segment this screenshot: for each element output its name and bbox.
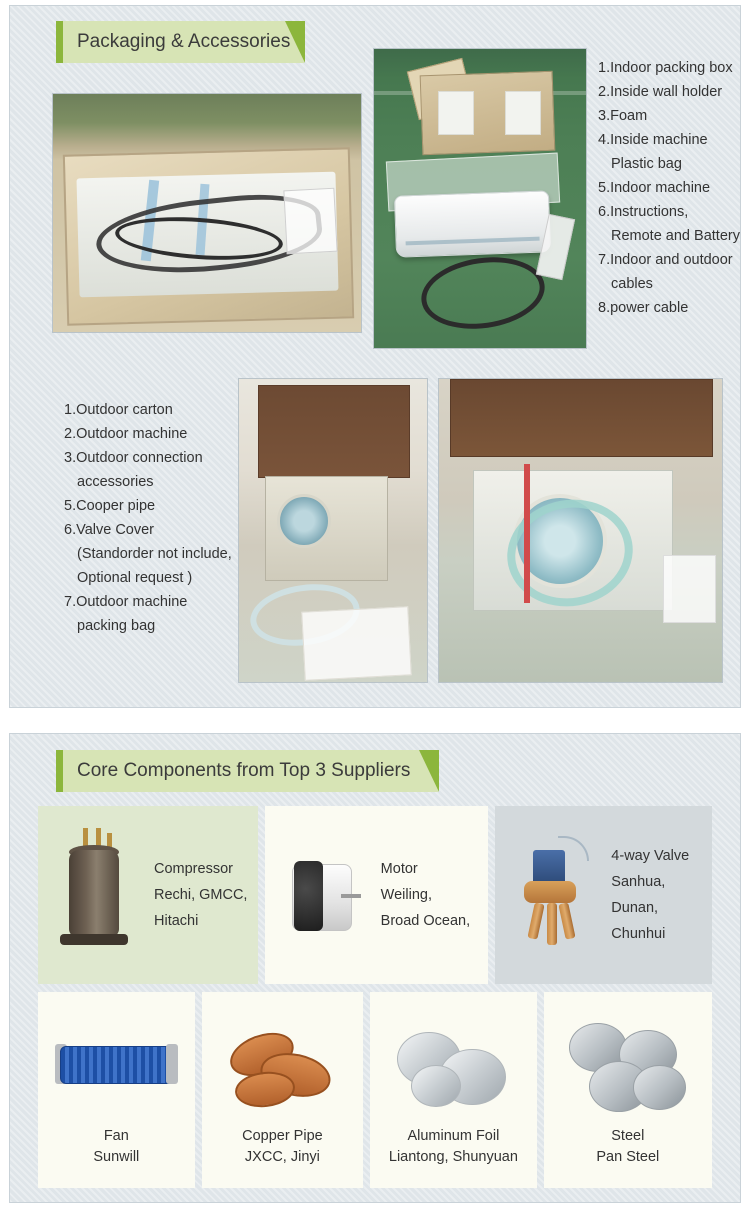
component-suppliers-line: Weiling, bbox=[380, 887, 432, 903]
valve-text-block bbox=[607, 843, 712, 947]
indoor-packing-list bbox=[598, 56, 750, 320]
aluminum-foil-icon bbox=[383, 1004, 523, 1122]
red-strap-shape bbox=[524, 464, 530, 603]
steel-text-block bbox=[596, 1126, 659, 1168]
valve-solenoid-shape bbox=[533, 850, 564, 884]
copper-pipe-text-block bbox=[242, 1126, 323, 1168]
list-item: 1.Outdoor carton bbox=[64, 402, 173, 418]
compressor-body-shape bbox=[69, 850, 118, 937]
component-card-fan bbox=[38, 992, 195, 1188]
fan-end-cap-shape bbox=[166, 1044, 178, 1084]
list-item: 3.Outdoor connection bbox=[64, 450, 203, 466]
component-suppliers-line: Broad Ocean, bbox=[380, 913, 471, 929]
valve-art bbox=[495, 825, 607, 965]
component-label: Copper Pipe bbox=[242, 1128, 323, 1144]
packing-bag-shape bbox=[301, 607, 412, 681]
component-label: Motor bbox=[380, 861, 418, 877]
photo-outdoor-unit-a bbox=[238, 378, 428, 683]
list-item: Optional request ) bbox=[77, 570, 193, 586]
component-label: Fan bbox=[103, 1128, 129, 1144]
aluminum-foil-text-block bbox=[389, 1126, 518, 1168]
outdoor-carton-shape bbox=[258, 385, 410, 478]
components-grid bbox=[38, 806, 712, 1188]
ribbon-right-arrow bbox=[419, 750, 439, 792]
motor-shaft-shape bbox=[341, 894, 361, 898]
list-item: 3.Foam bbox=[598, 108, 648, 124]
fan-icon bbox=[46, 1004, 186, 1122]
list-item: 7.Outdoor machine bbox=[64, 594, 188, 610]
list-item: 8.power cable bbox=[598, 300, 689, 316]
steel-icon bbox=[558, 1004, 698, 1122]
components-section-title: Core Components from Top 3 Suppliers bbox=[77, 760, 411, 781]
compressor-icon bbox=[38, 825, 150, 965]
motor-icon bbox=[265, 825, 377, 965]
ribbon-left-bar bbox=[56, 750, 63, 792]
aluminum-foil-art bbox=[383, 1004, 523, 1122]
packing-bag-shape bbox=[663, 555, 716, 624]
outdoor-carton-shape bbox=[450, 379, 712, 457]
component-suppliers-line: Sunwill bbox=[93, 1149, 140, 1165]
copper-pipe-art bbox=[212, 1004, 352, 1122]
component-label: Steel bbox=[611, 1128, 645, 1144]
copper-pipe-icon bbox=[212, 1004, 352, 1122]
ribbon-left-bar bbox=[56, 21, 63, 63]
valve-pipe-shape bbox=[547, 903, 557, 945]
fan-blade-roller-shape bbox=[60, 1046, 174, 1083]
component-suppliers-line: Liantong, Shunyuan bbox=[388, 1149, 518, 1165]
component-card-steel bbox=[544, 992, 712, 1188]
photo-indoor-unit-carton bbox=[52, 93, 362, 333]
component-label: 4-way Valve bbox=[611, 848, 690, 864]
foam-block-shape-2 bbox=[505, 91, 541, 135]
list-item: 2.Inside wall holder bbox=[598, 84, 723, 100]
components-bottom-row bbox=[38, 992, 712, 1188]
indoor-unit-shape bbox=[394, 190, 551, 257]
valve-body-shape bbox=[524, 881, 576, 903]
component-label: Aluminum Foil bbox=[407, 1128, 500, 1144]
outdoor-packing-list bbox=[64, 398, 254, 638]
component-card-compressor bbox=[38, 806, 258, 984]
list-item: 7.Indoor and outdoor bbox=[598, 252, 733, 268]
component-suppliers-line: JXCC, Jinyi bbox=[244, 1149, 320, 1165]
list-item: 2.Outdoor machine bbox=[64, 426, 188, 442]
packaging-section-panel bbox=[9, 5, 741, 708]
steel-coil-shape bbox=[633, 1065, 685, 1109]
component-suppliers-line: Rechi, GMCC, bbox=[154, 887, 248, 903]
steel-art bbox=[558, 1004, 698, 1122]
outdoor-fan-shape bbox=[277, 494, 331, 548]
list-item: Remote and Battery bbox=[611, 228, 740, 244]
list-item: 6.Valve Cover bbox=[64, 522, 154, 538]
component-suppliers-line: Hitachi bbox=[154, 913, 199, 929]
list-item: 5.Cooper pipe bbox=[64, 498, 156, 514]
list-item: 1.Indoor packing box bbox=[598, 60, 733, 76]
list-item: Plastic bag bbox=[611, 156, 682, 172]
foil-roll-shape bbox=[411, 1065, 461, 1107]
component-suppliers-line: Pan Steel bbox=[596, 1149, 660, 1165]
photo-outdoor-unit-b bbox=[438, 378, 723, 683]
component-suppliers-line: Sanhua, Dunan, bbox=[611, 874, 666, 916]
compressor-text-block bbox=[150, 856, 247, 934]
components-top-row bbox=[38, 806, 712, 984]
packaging-section-title: Packaging & Accessories bbox=[77, 31, 291, 52]
compressor-base-shape bbox=[60, 934, 127, 945]
component-label: Compressor bbox=[154, 861, 233, 877]
list-item: 4.Inside machine bbox=[598, 132, 708, 148]
component-card-aluminum-foil bbox=[370, 992, 536, 1188]
list-item: accessories bbox=[77, 474, 154, 490]
component-card-four-way-valve bbox=[495, 806, 712, 984]
list-item: 5.Indoor machine bbox=[598, 180, 711, 196]
components-section-header bbox=[56, 750, 438, 792]
photo-indoor-accessories bbox=[373, 48, 587, 349]
component-card-copper-pipe bbox=[202, 992, 364, 1188]
foam-block-shape-1 bbox=[438, 91, 474, 135]
ribbon-right-arrow bbox=[285, 21, 305, 63]
motor-text-block bbox=[377, 856, 470, 934]
motor-core-shape bbox=[294, 861, 323, 931]
four-way-valve-icon bbox=[495, 825, 607, 965]
fan-text-block bbox=[93, 1126, 139, 1168]
list-item: (Standorder not include, bbox=[77, 546, 232, 562]
packaging-section-header bbox=[56, 21, 304, 63]
list-item: 6.Instructions, bbox=[598, 204, 689, 220]
list-item: cables bbox=[611, 276, 653, 292]
accessory-bag-shape bbox=[283, 188, 338, 254]
component-card-motor bbox=[265, 806, 489, 984]
list-item: packing bag bbox=[77, 618, 156, 634]
valve-pipe-shape bbox=[559, 903, 576, 941]
motor-art bbox=[265, 825, 377, 965]
valve-pipe-shape bbox=[527, 903, 544, 941]
component-suppliers-line: Chunhui bbox=[611, 926, 666, 942]
fan-art bbox=[46, 1004, 186, 1122]
compressor-art bbox=[38, 825, 150, 965]
